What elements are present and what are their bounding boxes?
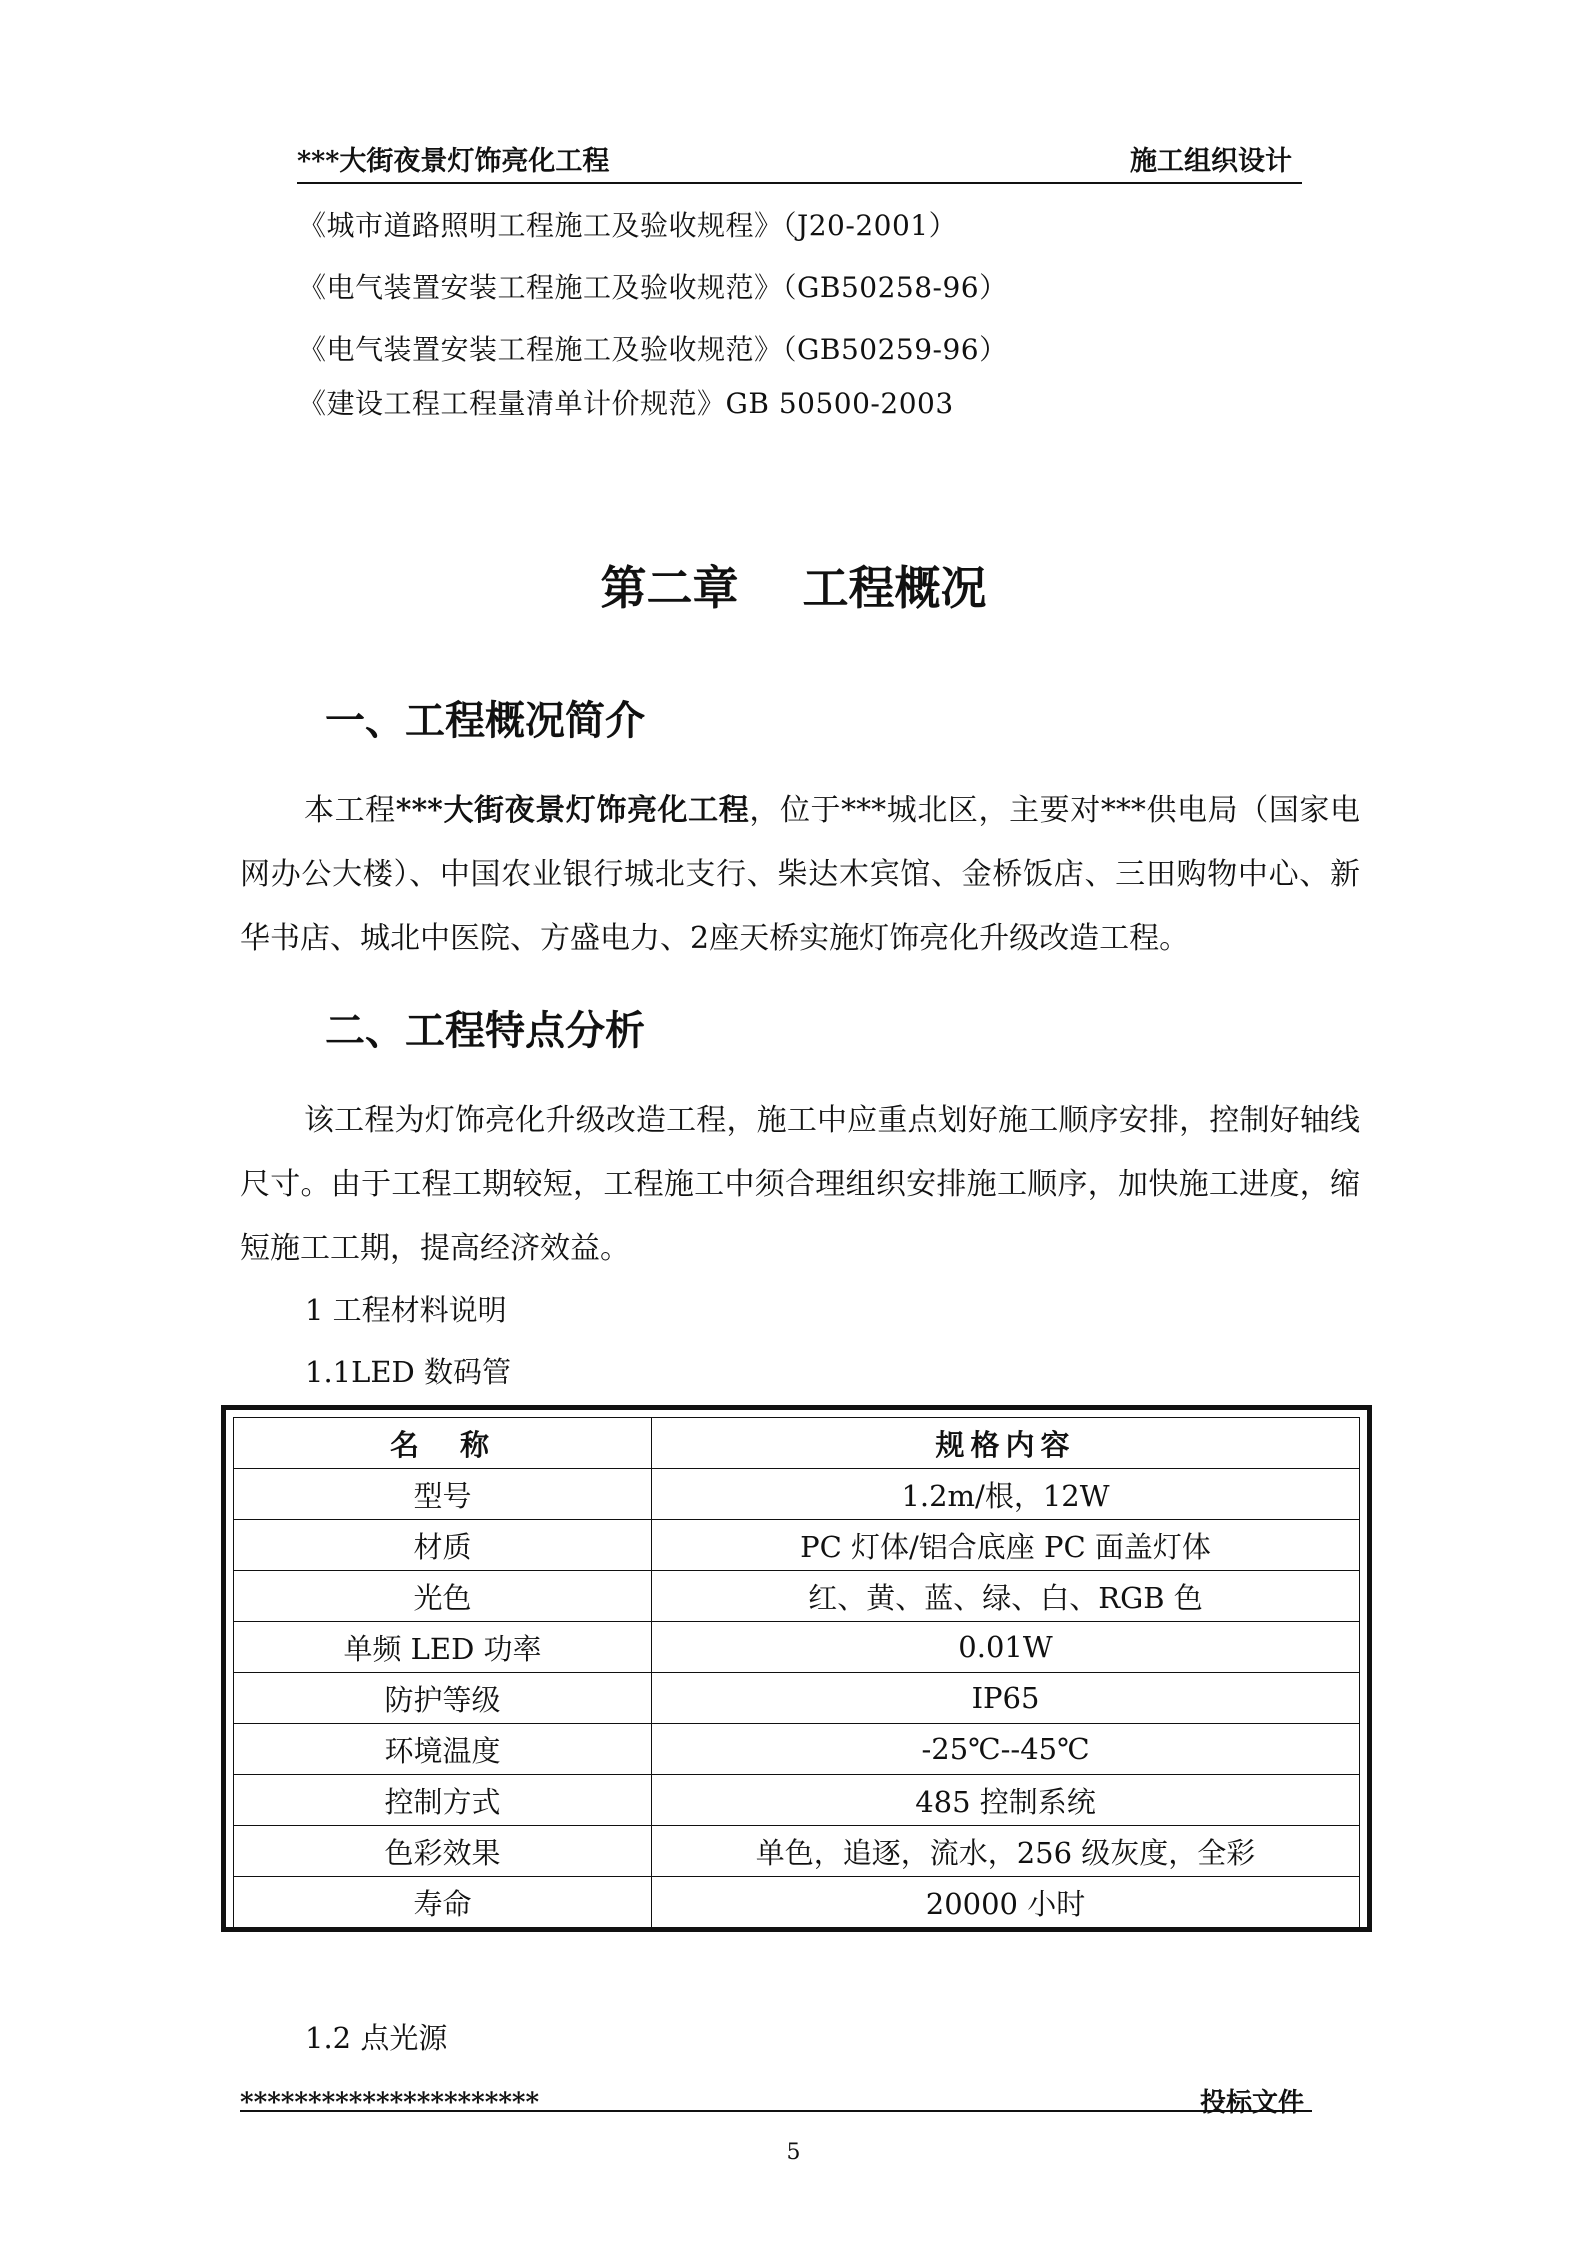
header-project-name: ***大街夜景灯饰亮化工程 [297,146,610,177]
table-row [234,1622,1360,1673]
section-2-paragraph: 该工程为灯饰亮化升级改造工程，施工中应重点划好施工顺序安排，控制好轴线尺寸。由于工程工期较短，工程施工中须合理组织安排施工顺序，加快施工进度，缩短施工工期，提高经济效益。 [240,1103,1360,1266]
table-row [234,1469,1360,1520]
table-cell-name: 单频 LED 功率 [234,1622,652,1673]
section-1-title: 一、工程概况简介 [325,698,645,744]
table-row [234,1673,1360,1724]
page-number: 5 [786,2140,801,2165]
led-tube-heading: 1.1LED 数码管 [305,1355,512,1389]
table-header-row [234,1418,1360,1469]
table-row [234,1724,1360,1775]
table-cell-name: 光色 [234,1571,652,1622]
table-cell-value: 单色，追逐，流水，256 级灰度，全彩 [652,1826,1360,1877]
table-row [234,1826,1360,1877]
spec-table [233,1417,1360,1928]
section-1-text-post: ，位于***城北区，主要对***供电局（国家电网办公大楼）、中国农业银行城北支行、柴达木宾馆、金桥饭店、三田购物中心、新华书店、城北中医院、方盛电力、2座天桥实施灯饰亮化升级改造工程。 [240,793,1361,956]
table-row [234,1775,1360,1826]
table-header-spec: 规格内容 [652,1418,1360,1469]
standard-item-2: 《电气装置安装工程施工及验收规范》（GB50258-96） [298,271,1008,304]
section-1-text-pre: 本工程 [304,793,396,828]
table-row [234,1520,1360,1571]
table-cell-value: 红、黄、蓝、绿、白、RGB 色 [652,1571,1360,1622]
table-cell-name: 型号 [234,1469,652,1520]
standard-item-3: 《电气装置安装工程施工及验收规范》（GB50259-96） [298,333,1008,366]
table-cell-value: 0.01W [652,1622,1360,1673]
table-cell-value: -25℃--45℃ [652,1724,1360,1775]
table-cell-name: 环境温度 [234,1724,652,1775]
materials-heading: 1 工程材料说明 [305,1293,507,1327]
footer-asterisks: ********************** [240,2088,540,2118]
table-header-name: 名 称 [234,1418,652,1469]
section-1-project-name: ***大街夜景灯饰亮化工程 [395,793,750,828]
header-rule [297,182,1302,184]
standard-item-4: 《建设工程工程量清单计价规范》GB 50500-2003 [298,387,954,420]
point-light-heading: 1.2 点光源 [305,2021,448,2055]
table-cell-value: 20000 小时 [652,1877,1360,1928]
chapter-title: 第二章 工程概况 [600,561,987,615]
section-1-paragraph [240,779,1360,971]
footer-rule [240,2110,1312,2112]
table-cell-value: 1.2m/根，12W [652,1469,1360,1520]
standard-item-1: 《城市道路照明工程施工及验收规程》（J20-2001） [298,209,958,242]
table-cell-name: 寿命 [234,1877,652,1928]
section-2-title: 二、工程特点分析 [325,1008,645,1054]
table-row [234,1571,1360,1622]
footer-doc-label: 投标文件 [1200,2088,1305,2118]
table-cell-name: 色彩效果 [234,1826,652,1877]
header-doc-type: 施工组织设计 [1130,146,1292,177]
table-cell-name: 控制方式 [234,1775,652,1826]
table-cell-name: 材质 [234,1520,652,1571]
table-cell-name: 防护等级 [234,1673,652,1724]
table-row [234,1877,1360,1928]
table-cell-value: 485 控制系统 [652,1775,1360,1826]
table-cell-value: IP65 [652,1673,1360,1724]
table-cell-value: PC 灯体/铝合底座 PC 面盖灯体 [652,1520,1360,1571]
